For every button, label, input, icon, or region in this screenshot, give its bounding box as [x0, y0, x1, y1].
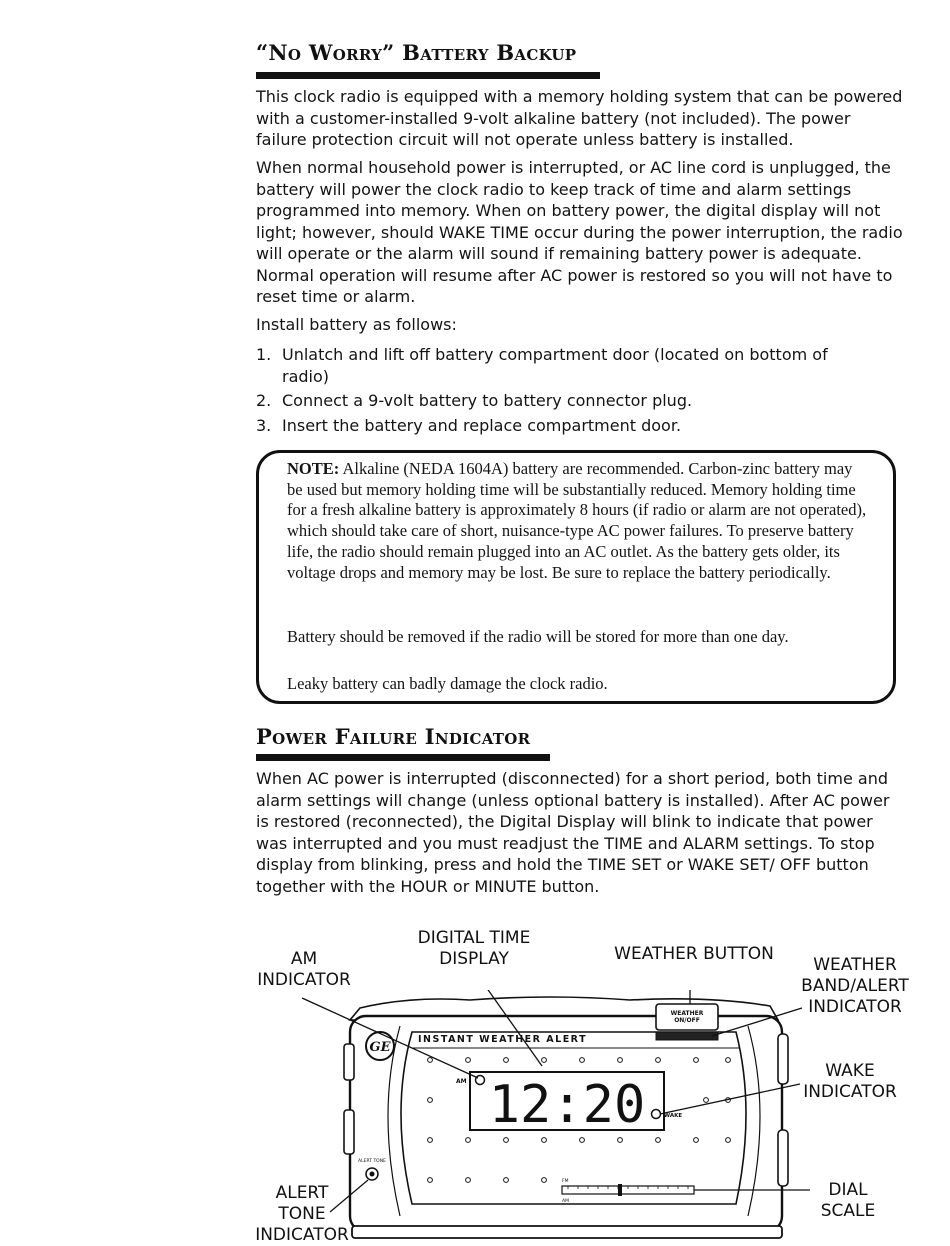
radio-base [352, 1226, 782, 1238]
battery-power-paragraph: When normal household power is interrupted, or AC line cord is unplugged, the battery will power the clock radio to keep track of time and alarm settings programmed into memory. When on battery power, the digital display will not light; however, should WAKE TIME occur during the power interruption, the radio will operate or the alarm will sound if remaining battery power is adequate. Normal operation will resume after AC power is restored so you will not have to reset time or alarm. [256, 158, 903, 306]
speaker-dot [656, 1138, 661, 1143]
speaker-dot [704, 1098, 709, 1103]
dial-scale-label: DIAL SCALE [820, 1180, 876, 1221]
clock-radio-illustration [250, 990, 810, 1246]
left-knob[interactable] [344, 1044, 354, 1080]
step-text: Unlatch and lift off battery compartment door (located on bottom of radio) [282, 345, 828, 386]
step-number: 3. [256, 416, 272, 435]
speaker-dot [580, 1138, 585, 1143]
note-storage-text: Battery should be removed if the radio will be stored for more than one day. [287, 627, 789, 646]
speaker-dot [694, 1138, 699, 1143]
am-indicator-text: AM [456, 1078, 467, 1085]
dial-am-label: AM [562, 1199, 569, 1204]
install-intro-text: Install battery as follows: [256, 315, 457, 334]
step-text: Connect a 9-volt battery to battery connector plug. [282, 391, 693, 410]
note-label: NOTE: [287, 459, 340, 478]
note-leak-text: Leaky battery can badly damage the clock radio. [287, 674, 608, 693]
speaker-dot [726, 1138, 731, 1143]
power-failure-paragraph: When AC power is interrupted (disconnected) for a short period, both time and alarm settings will change (unless optional battery is installed). After AC power is restored (reconnected), the Digital Display will blink to indicate that power was interrupted and you must readjust the TIME and ALARM settings. To stop display from blinking, press and hold the TIME SET or WAKE SET/ OFF button together with the HOUR or MINUTE button. [256, 769, 890, 896]
speaker-dot [542, 1058, 547, 1063]
display-time: 12:20 [488, 1075, 646, 1135]
alert-tone-text: ALERT TONE [358, 1159, 386, 1164]
weather-button-label: WEATHER BUTTON [614, 944, 774, 964]
weather-band-alert-indicator-label: WEATHER BAND/ALERT INDICATOR [801, 955, 909, 1017]
battery-intro-paragraph: This clock radio is equipped with a memory holding system that can be powered with a customer-installed 9-volt alkaline battery (not included). The power failure protection circuit will not operate unless battery is installed. [256, 87, 903, 149]
step-text: Insert the battery and replace compartment door. [282, 416, 682, 435]
speaker-dot [428, 1138, 433, 1143]
speaker-dot [656, 1058, 661, 1063]
heading-rule [256, 754, 550, 761]
speaker-dot [466, 1178, 471, 1183]
weather-button-text: WEATHER [670, 1010, 704, 1017]
speaker-dot [726, 1058, 731, 1063]
left-knob[interactable] [344, 1110, 354, 1154]
speaker-dot [542, 1138, 547, 1143]
dial-pointer [618, 1184, 622, 1196]
brand-text: INSTANT WEATHER ALERT [418, 1034, 588, 1045]
weather-button-text: ON/OFF [674, 1017, 700, 1024]
dial-fm-label: FM [562, 1179, 569, 1184]
speaker-dot [428, 1178, 433, 1183]
speaker-dot [428, 1058, 433, 1063]
speaker-dot [580, 1058, 585, 1063]
speaker-dot [428, 1098, 433, 1103]
wake-indicator-light [652, 1110, 661, 1119]
weather-alert-indicator [656, 1032, 718, 1040]
step-number: 1. [256, 345, 272, 364]
speaker-dot [542, 1178, 547, 1183]
speaker-dot [618, 1138, 623, 1143]
alert-tone-indicator-label: ALERT TONE INDICATOR [255, 1183, 349, 1245]
speaker-dot [504, 1178, 509, 1183]
step-number: 2. [256, 391, 272, 410]
wake-indicator-text: WAKE [664, 1113, 683, 1119]
right-knob[interactable] [778, 1130, 788, 1186]
speaker-dot [466, 1058, 471, 1063]
wake-indicator-label: WAKE INDICATOR [803, 1061, 897, 1102]
speaker-dot [466, 1138, 471, 1143]
note-body: Alkaline (NEDA 1604A) battery are recommended. Carbon-zinc battery may be used but memory holding time will be substantially reduced. Memory holding time for a fresh alkaline battery is approximately 8 hours (if radio or alarm are not operated), which should take care of short, nuisance-type AC power failures. To preserve battery life, the radio should remain plugged into an AC outlet. As the battery gets older, its voltage drops and memory may be lost. Be sure to replace the battery periodically. [287, 459, 867, 582]
speaker-dot [504, 1138, 509, 1143]
power-failure-heading: Power Failure Indicator [256, 724, 531, 749]
digital-time-display-label: DIGITAL TIME DISPLAY [417, 928, 531, 969]
alert-tone-center [370, 1172, 375, 1177]
note-paragraph [287, 459, 867, 583]
heading-rule [256, 72, 600, 79]
battery-backup-heading: “No Worry” Battery Backup [256, 40, 577, 65]
ge-logo-text: GE [369, 1040, 391, 1055]
speaker-dot [618, 1058, 623, 1063]
speaker-dot [504, 1058, 509, 1063]
right-knob[interactable] [778, 1034, 788, 1084]
am-indicator-label: AM INDICATOR [257, 949, 351, 990]
speaker-dot [694, 1058, 699, 1063]
